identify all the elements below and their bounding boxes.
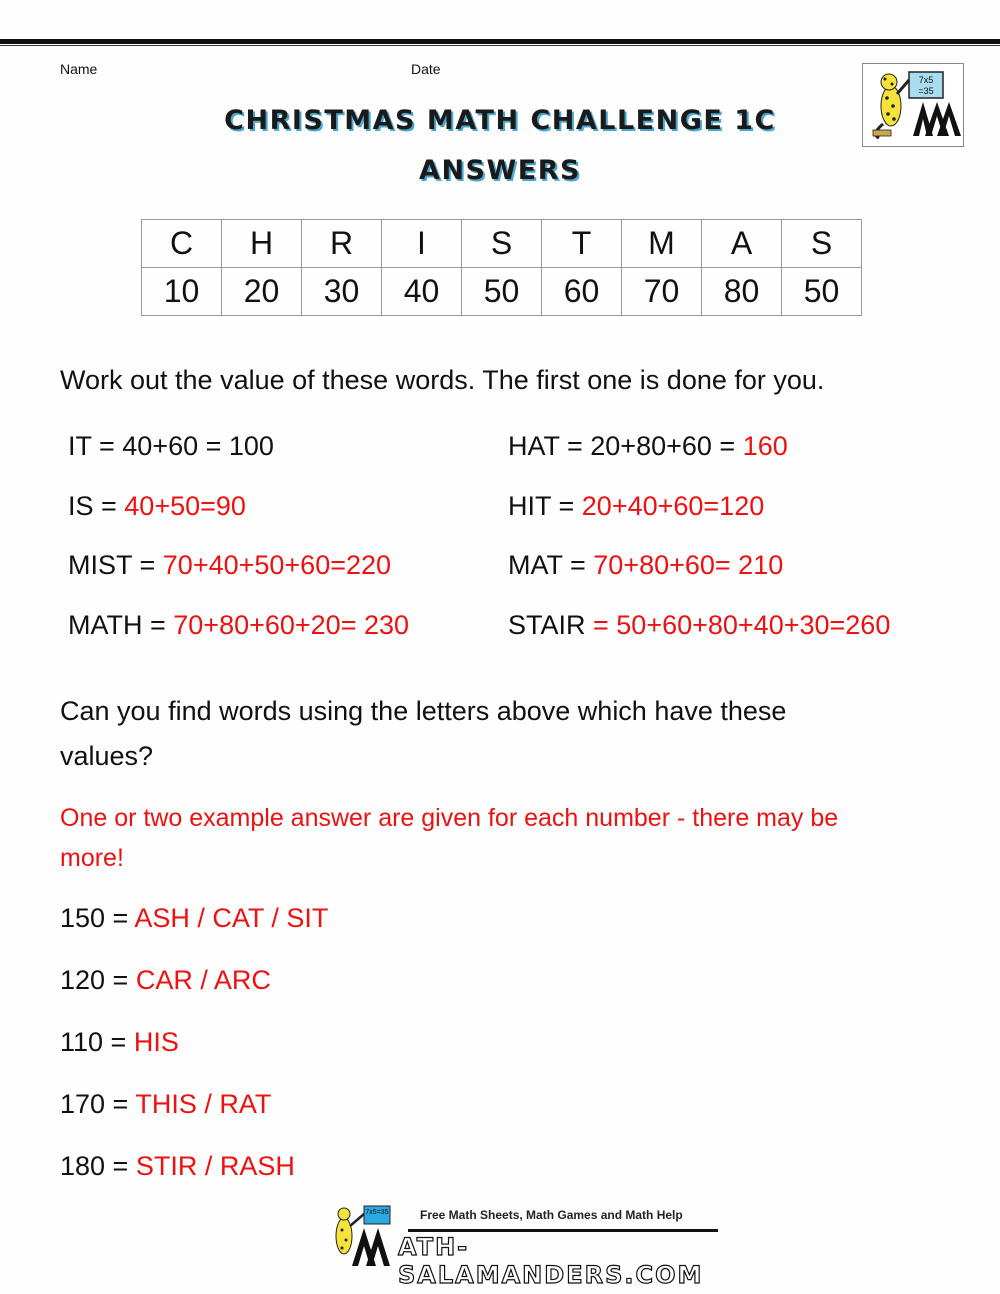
- answer-value: 150 =: [60, 903, 135, 933]
- answer-row-180: [60, 1151, 295, 1182]
- footer-branding: [320, 1200, 720, 1289]
- answer-value: 180 =: [60, 1151, 136, 1181]
- note-line-1: One or two example answer are given for each number - there may be: [60, 804, 839, 832]
- footer-salamander-icon: [324, 1200, 394, 1270]
- answer-value: 170 =: [60, 1089, 136, 1119]
- equation-hit: [508, 491, 764, 522]
- answer-row-150: [60, 903, 328, 934]
- answer-words: THIS / RAT: [135, 1089, 272, 1119]
- instruction-text: Work out the value of these words. The first one is done for you.: [60, 365, 825, 395]
- equation-prompt: MATH =: [68, 610, 174, 640]
- values-row: [142, 268, 862, 316]
- value-cell: 30: [302, 268, 382, 316]
- equation-prompt: HAT = 20+80+60 =: [508, 431, 743, 461]
- answer-words: STIR / RASH: [135, 1151, 295, 1181]
- answer-words: CAR / ARC: [135, 965, 271, 995]
- answer-row-120: [60, 965, 271, 996]
- answer-words: ASH / CAT / SIT: [134, 903, 329, 933]
- note-line-2: more!: [60, 844, 124, 872]
- svg-text:7x5=35: 7x5=35: [365, 1209, 389, 1216]
- letter-cell: T: [542, 220, 622, 268]
- equation-prompt: IT = 40+60 = 100: [68, 431, 274, 461]
- letter-cell: A: [702, 220, 782, 268]
- equation-answer: 70+80+60+20= 230: [173, 610, 410, 640]
- value-cell: 60: [542, 268, 622, 316]
- date-label: Date: [411, 61, 441, 77]
- letter-cell: R: [302, 220, 382, 268]
- answer-row-170: [60, 1089, 271, 1120]
- value-cell: 10: [142, 268, 222, 316]
- equation-answer: 70+40+50+60=220: [162, 550, 392, 580]
- letter-cell: S: [782, 220, 862, 268]
- letter-cell: S: [462, 220, 542, 268]
- equation-prompt: MAT =: [508, 550, 594, 580]
- header-rule-thick: [0, 39, 1000, 44]
- svg-text:=35: =35: [918, 86, 934, 96]
- equation-hat: [508, 431, 788, 462]
- equation-prompt: STAIR: [508, 610, 594, 640]
- letter-cell: C: [142, 220, 222, 268]
- letter-cell: I: [382, 220, 462, 268]
- equation-answer: 160: [742, 431, 788, 461]
- svg-text:7x5: 7x5: [918, 75, 934, 85]
- letter-cell: M: [622, 220, 702, 268]
- equation-stair: [508, 610, 890, 641]
- equation-prompt: HIT =: [508, 491, 582, 521]
- footer-tagline: Free Math Sheets, Math Games and Math Help: [420, 1208, 683, 1222]
- salamander-logo-icon: [863, 64, 963, 146]
- letter-value-table: [141, 219, 862, 316]
- value-cell: 80: [702, 268, 782, 316]
- equation-answer: 70+80+60= 210: [593, 550, 784, 580]
- answer-words: HIS: [133, 1027, 179, 1057]
- answer-row-110: [60, 1027, 179, 1058]
- page-subtitle: ANSWERS: [419, 155, 581, 186]
- equation-mat: [508, 550, 783, 581]
- question-line-2: values?: [60, 741, 154, 771]
- question-line-1: Can you find words using the letters above which have these: [60, 696, 787, 726]
- equation-is: [68, 491, 246, 522]
- footer-site-name: ATH-SALAMANDERS.COM: [398, 1233, 704, 1289]
- value-cell: 50: [462, 268, 542, 316]
- equation-prompt: MIST =: [68, 550, 163, 580]
- value-cell: 20: [222, 268, 302, 316]
- value-cell: 50: [782, 268, 862, 316]
- letters-row: [142, 220, 862, 268]
- logo: [862, 63, 964, 147]
- equation-answer: 20+40+60=120: [581, 491, 765, 521]
- value-cell: 40: [382, 268, 462, 316]
- equation-it: [68, 431, 274, 462]
- equation-answer: = 50+60+80+40+30=260: [593, 610, 891, 640]
- equation-prompt: IS =: [68, 491, 125, 521]
- equation-answer: 40+50=90: [124, 491, 246, 521]
- name-label: Name: [60, 61, 98, 77]
- page-title: CHRISTMAS MATH CHALLENGE 1C: [224, 105, 776, 136]
- equation-mist: [68, 550, 391, 581]
- letter-cell: H: [222, 220, 302, 268]
- footer-divider: [408, 1229, 718, 1232]
- equation-math: [68, 610, 409, 641]
- value-cell: 70: [622, 268, 702, 316]
- answer-value: 120 =: [60, 965, 136, 995]
- header-rule-thin: [0, 45, 1000, 46]
- answer-value: 110 =: [60, 1027, 134, 1057]
